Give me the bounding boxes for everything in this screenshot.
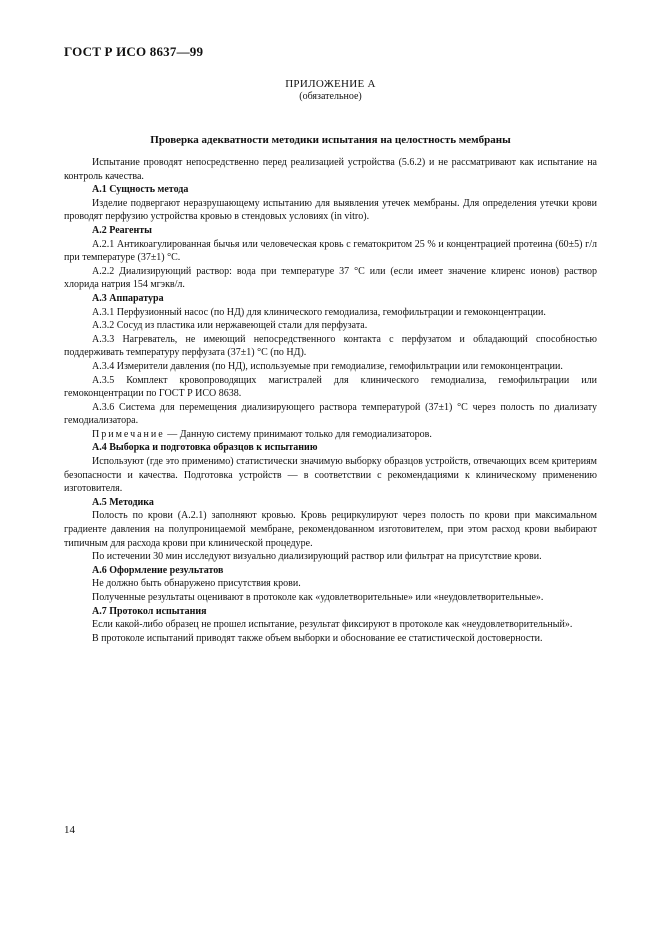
paragraph-a3-5: А.3.5 Комплект кровопроводящих магистралей для клинического гемодиализа, гемофильтрации или гемоконцентрации по ГОСТ Р ИСО 8638. [64, 374, 597, 400]
note-paragraph [64, 428, 597, 442]
paragraph-a3-3: А.3.3 Нагреватель, не имеющий непосредственного контакта с перфузатом и обладающий способностью поддерживать температуру перфузата (37±1) °С (по НД). [64, 333, 597, 359]
paragraph-a3-6: А.3.6 Система для перемещения диализирующего раствора температурой (37±1) °С через полость по диализату гемодиализатора. [64, 401, 597, 427]
note-label: Примечание [92, 428, 165, 440]
paragraph-a5-2: По истечении 30 мин исследуют визуально диализирующий раствор или фильтрат на присутствие крови. [92, 551, 542, 563]
annex-title: ПРИЛОЖЕНИЕ А [285, 78, 376, 90]
paragraph-a7-1: Если какой-либо образец не прошел испытание, результат фиксируют в протоколе как «неудовлетворительный». [92, 619, 573, 631]
paragraph-a2-2: А.2.2 Диализирующий раствор: вода при температуре 37 °С или (если имеет значение клиренс ионов) раствор хлорида натрия 154 мгэкв/л. [64, 265, 597, 291]
paragraph-a3-2: А.3.2 Сосуд из пластика или нержавеющей стали для перфузата. [92, 320, 368, 332]
paragraph-a1: Изделие подвергают неразрушающему испытанию для выявления утечек мембраны. Для определения утечки крови проводят перфузию устройства кровью в стендовых условиях (in vitro). [64, 197, 597, 223]
paragraph-a7-2: В протоколе испытаний приводят также объем выборки и обоснование ее статистической достоверности. [92, 632, 543, 644]
annex-main-title: Проверка адекватности методики испытания на целостность мембраны [150, 134, 511, 146]
section-heading-a3: А.3 Аппаратура [92, 292, 164, 304]
paragraph-a5-1: Полость по крови (А.2.1) заполняют кровью. Кровь рециркулируют через полость по крови при максимальном градиенте давления на полупроницаемой мембране, рекомендованном изготовителем, при этом расход крови выбирают типичным для расхода крови при клинической процедуре. [64, 510, 597, 549]
paragraph-a6-2: Полученные результаты оценивают в протоколе как «удовлетворительные» или «неудовлетворительные». [92, 592, 544, 603]
section-heading-a5: А.5 Методика [92, 496, 154, 508]
paragraph-a3-4: А.3.4 Измерители давления (по НД), используемые при гемодиализе, гемофильтрации или гемоконцентрации. [92, 360, 563, 372]
section-heading-a2: А.2 Реагенты [92, 224, 152, 236]
section-heading-a6: А.6 Оформление результатов [92, 564, 224, 576]
document-code: ГОСТ Р ИСО 8637—99 [64, 44, 204, 59]
annex-body [64, 156, 597, 645]
paragraph-a2-1: А.2.1 Антикоагулированная бычья или человеческая кровь с гематокритом 25 % и концентрацией протеина (60±5) г/л при температуре (37±1) °С. [64, 238, 597, 264]
section-heading-a1: А.1 Сущность метода [92, 184, 189, 196]
note-text: — Данную систему принимают только для гемодиализаторов. [167, 428, 432, 440]
annex-subtitle: (обязательное) [299, 91, 362, 102]
paragraph-a4: Используют (где это применимо) статистически значимую выборку образцов устройств, отвечающих всем критериям безопасности и качества. Подготовка устройств — в соответствии с рекомендациями к клиническому применению изготовителя. [64, 456, 597, 495]
paragraph-a3-1: А.3.1 Перфузионный насос (по НД) для клинического гемодиализа, гемофильтрации и гемоконцентрации. [92, 306, 546, 318]
paragraph-a6-1: Не должно быть обнаружено присутствия крови. [92, 578, 301, 590]
section-heading-a4: А.4 Выборка и подготовка образцов к испытанию [92, 442, 318, 454]
section-heading-a7: А.7 Протокол испытания [92, 605, 207, 617]
page-number: 14 [64, 824, 75, 836]
intro-paragraph: Испытание проводят непосредственно перед реализацией устройства (5.6.2) и не рассматривают как испытание на контроль качества. [64, 157, 597, 182]
